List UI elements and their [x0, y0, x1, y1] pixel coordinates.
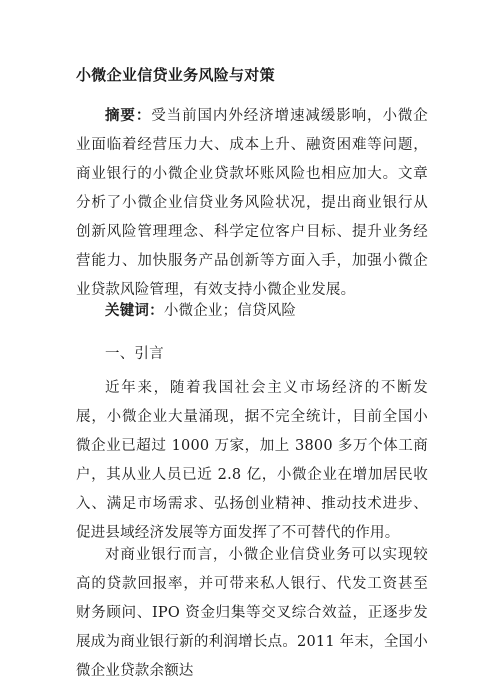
section-heading: 一、引言	[105, 346, 164, 362]
abstract-text: 受当前国内外经济增速减缓影响，小微企业面临着经营压力大、成本上升、融资困难等问题，商业银行的小微企业贷款坏账风险也相应加大。文章分析了小微企业信贷业务风险状况，提出商业银行从创新风险管理理念、科学定位客户目标、提升业务经营能力、加快服务产品创新等方面入手，加强小微企业贷款风险管理，有效支持小微企业发展。	[76, 108, 428, 298]
document-title: 小微企业信贷业务风险与对策	[76, 66, 275, 84]
abstract-label: 摘要：	[105, 107, 152, 124]
keywords-label: 关键词：	[105, 302, 164, 319]
body-paragraph-2: 对商业银行而言，小微企业信贷业务可以实现较高的贷款回报率，并可带来私人银行、代发工资甚至财务顾问、IPO 资金归集等交叉综合效益，正逐步发展成为商业银行新的利润增长点。2011 年末，全国小微企业贷款余额达	[76, 547, 428, 679]
abstract-paragraph	[76, 101, 428, 305]
keywords-text: 小微企业；信贷风险	[163, 303, 297, 319]
keywords-paragraph	[76, 296, 428, 326]
body-paragraph-1: 近年来，随着我国社会主义市场经济的不断发展，小微企业大量涌现，据不完全统计，目前全国小微企业已超过 1000 万家，加上 3800 多万个体工商户，其从业人员已近 2.8 亿，小微企业在增加居民收入、满足市场需求、弘扬创业精神、推动技术进步、促进县域经济发展等方面发挥了不可替代的作用。	[76, 380, 428, 541]
